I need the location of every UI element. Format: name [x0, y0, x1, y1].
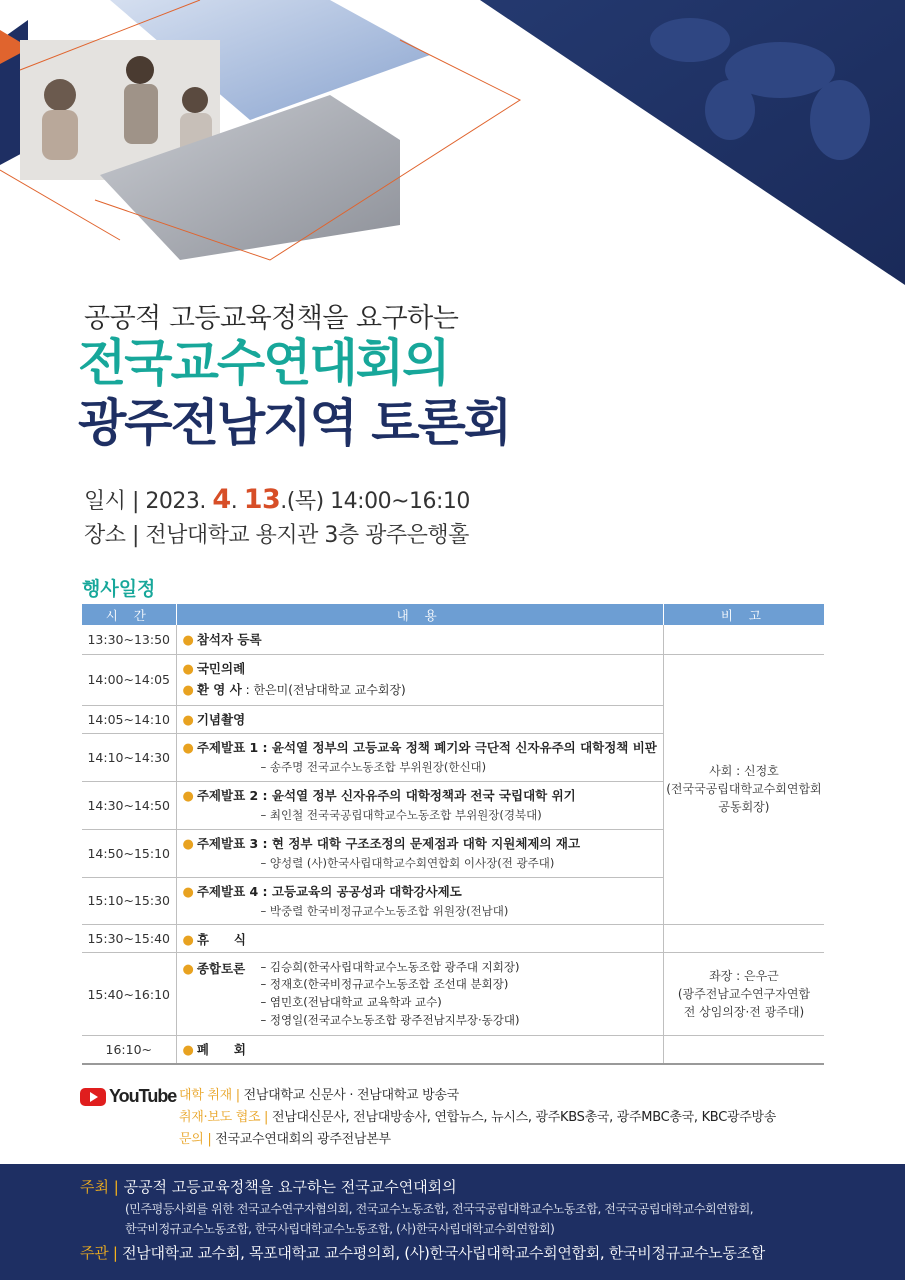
panelist: – 염민호(전남대학교 교육학과 교수): [260, 995, 442, 1010]
header-note: 비 고: [663, 604, 824, 625]
row-content: [176, 705, 663, 733]
event-title-line2: 광주전남지역 토론회: [78, 394, 511, 452]
row-time: 14:05~14:10: [82, 705, 176, 733]
row-item: 환 영 사: [196, 681, 242, 697]
bullet-icon: ●: [182, 789, 194, 805]
footer-organizer: [80, 1242, 765, 1263]
coverage-label: 대학 취재 |: [179, 1088, 244, 1103]
schedule-table: [82, 604, 824, 1065]
row-content: [176, 733, 663, 781]
coverage-line-1: [179, 1084, 459, 1103]
welcome-speaker: : 한은미(전남대학교 교수회장): [241, 682, 406, 697]
row-content: [176, 625, 663, 654]
row-item: 기념촬영: [196, 712, 246, 728]
bullet-icon: ●: [182, 1043, 194, 1059]
chair-note: [663, 953, 824, 1036]
date-prefix: 일시 | 2023.: [84, 489, 213, 514]
row-item: 국민의례: [196, 660, 246, 676]
row-content: [176, 877, 663, 924]
youtube-wordmark: YouTube: [109, 1086, 177, 1106]
event-venue: 장소 | 전남대학교 용지관 3층 광주은행홀: [84, 523, 469, 548]
event-date: [84, 484, 470, 515]
table-row: [82, 625, 824, 654]
youtube-play-icon: [80, 1088, 106, 1106]
row-time: 13:30~13:50: [82, 625, 176, 654]
coverage-line-2: [179, 1106, 776, 1125]
row-note: [663, 625, 824, 654]
host-note-line: 공동회장): [718, 800, 770, 815]
row-time: 14:00~14:05: [82, 654, 176, 705]
footer-members-2: 한국비정규교수노동조합, 한국사립대학교수노동조합, (사)한국사립대학교수회연합회): [125, 1222, 555, 1236]
date-day: 13: [243, 484, 281, 515]
row-content: [176, 829, 663, 877]
footer: [0, 1164, 905, 1280]
panel-list: [261, 959, 520, 1030]
bullet-icon: ●: [182, 661, 194, 677]
bullet-icon: ●: [182, 932, 194, 948]
row-content: [176, 925, 663, 953]
row-item: 주제발표 2 : 윤석열 정부 신자유주의 대학정책과 전국 국립대학 위기: [196, 788, 576, 804]
coverage-text: 전남대학교 신문사 · 전남대학교 방송국: [243, 1088, 459, 1103]
row-presenter: – 송주명 전국교수노동조합 부위원장(한신대): [260, 760, 487, 775]
table-row: [82, 953, 824, 1036]
schedule-header-row: [82, 604, 824, 625]
host-note: [663, 654, 824, 925]
panelist: – 정재호(한국비정규교수노동조합 조선대 분회장): [260, 977, 509, 992]
bullet-icon: ●: [182, 633, 194, 649]
row-time: 14:10~14:30: [82, 733, 176, 781]
coverage-label: 취재·보도 협조 |: [179, 1110, 272, 1125]
row-item: 종합토론: [196, 960, 246, 976]
bullet-icon: ●: [182, 741, 194, 757]
row-time: 15:10~15:30: [82, 877, 176, 924]
schedule-title: 행사일정: [82, 578, 156, 600]
bullet-icon: ●: [182, 961, 194, 977]
row-content: [176, 1036, 663, 1064]
bullet-icon: ●: [182, 884, 194, 900]
row-item: 주제발표 4 : 고등교육의 공공성과 대학강사제도: [196, 883, 462, 899]
panelist: – 김승희(한국사립대학교수노동조합 광주대 지회장): [260, 959, 520, 974]
header-time: 시 간: [82, 604, 176, 625]
table-row: [82, 1036, 824, 1064]
table-row: [82, 654, 824, 705]
row-item: 폐 회: [196, 1042, 246, 1058]
row-time: 16:10~: [82, 1036, 176, 1064]
row-item: 휴 식: [196, 931, 246, 947]
row-time: 15:40~16:10: [82, 953, 176, 1036]
row-time: 14:50~15:10: [82, 829, 176, 877]
panelist: – 정영일(전국교수노동조합 광주전남지부장·동강대): [260, 1012, 520, 1027]
row-content: [176, 654, 663, 705]
footer-members-1: (민주평등사회를 위한 전국교수연구자협의회, 전국교수노동조합, 전국국공립대학교수노동조합, 전국국공립대학교수회연합회,: [125, 1202, 754, 1216]
host-note-line: 사회 : 신정호: [709, 764, 779, 779]
coverage-text: 전남대신문사, 전남대방송사, 연합뉴스, 뉴시스, 광주KBS총국, 광주MBC총국, KBC광주방송: [271, 1110, 776, 1125]
row-presenter: – 양성렬 (사)한국사립대학교수회연합회 이사장(전 광주대): [260, 856, 555, 871]
hero-graphic: [0, 0, 905, 290]
table-row: [82, 925, 824, 953]
footer-host: [80, 1176, 457, 1197]
chair-note-line: (광주전남교수연구자연합: [677, 987, 811, 1002]
bullet-icon: ●: [182, 682, 194, 698]
event-subtitle: 공공적 고등교육정책을 요구하는: [84, 303, 459, 334]
row-time: 15:30~15:40: [82, 925, 176, 953]
coverage-line-3: [179, 1128, 391, 1147]
row-time: 14:30~14:50: [82, 781, 176, 829]
host-note-line: (전국국공립대학교수회연합회: [666, 782, 822, 797]
footer-org-text: 전남대학교 교수회, 목포대학교 교수평의회, (사)한국사립대학교수회연합회, 한국비정규교수노동조합: [122, 1244, 765, 1262]
chair-note-line: 좌장 : 은우근: [709, 969, 779, 984]
youtube-logo: [80, 1086, 176, 1107]
row-presenter: – 박중렬 한국비정규교수노동조합 위원장(전남대): [260, 903, 509, 918]
header-content: 내 용: [176, 604, 663, 625]
date-month: 4: [212, 484, 231, 515]
row-item: 참석자 등록: [196, 632, 262, 648]
bullet-icon: ●: [182, 713, 194, 729]
row-note: [663, 925, 824, 953]
footer-host-label: 주최 |: [80, 1178, 124, 1196]
row-content: [176, 953, 663, 1036]
bullet-icon: ●: [182, 837, 194, 853]
date-dot: .: [230, 489, 244, 514]
footer-host-text: 공공적 고등교육정책을 요구하는 전국교수연대회의: [123, 1178, 457, 1196]
event-title-line1: 전국교수연대회의: [78, 334, 449, 392]
accent-line-3: [0, 170, 120, 240]
hero-banner: [0, 0, 905, 290]
row-item: 주제발표 1 : 윤석열 정부의 고등교육 정책 폐기와 극단적 신자유주의 대학정책 비판: [196, 740, 657, 756]
coverage-label: 문의 |: [179, 1132, 216, 1147]
row-content: [176, 781, 663, 829]
row-item: 주제발표 3 : 현 정부 대학 구조조정의 문제점과 대학 지원체제의 재고: [196, 836, 581, 852]
row-presenter: – 최인철 전국국공립대학교수노동조합 부위원장(경북대): [260, 808, 542, 823]
footer-org-label: 주관 |: [80, 1244, 123, 1262]
chair-note-line: 전 상임의장·전 광주대): [683, 1005, 805, 1020]
date-suffix: .(목) 14:00~16:10: [280, 489, 470, 514]
coverage-text: 전국교수연대회의 광주전남본부: [215, 1132, 391, 1147]
row-note: [663, 1036, 824, 1064]
